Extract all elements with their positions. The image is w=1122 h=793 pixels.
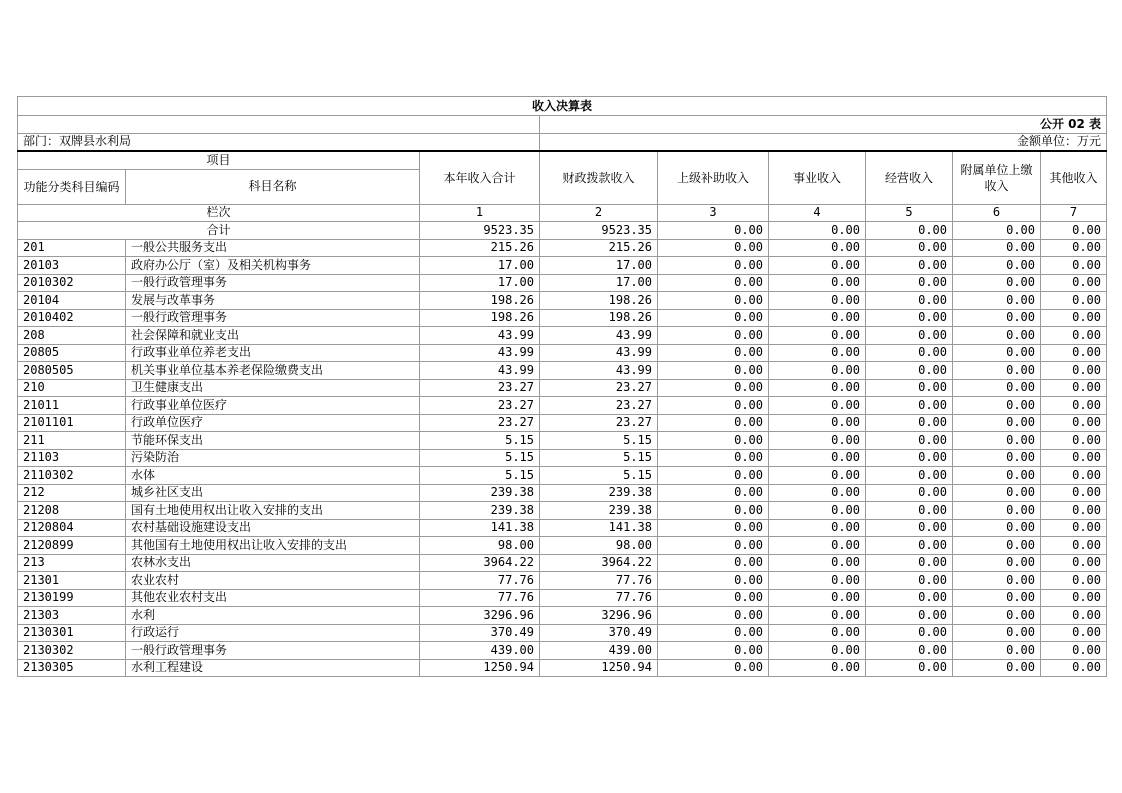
row-value: 0.00 [866,467,953,485]
row-value: 0.00 [953,379,1041,397]
table-row [18,414,1107,432]
row-name: 政府办公厅（室）及相关机构事务 [126,257,420,275]
row-code: 2130305 [18,659,126,677]
row-value: 198.26 [540,309,658,327]
row-value: 0.00 [769,309,866,327]
row-value: 0.00 [769,239,866,257]
row-value: 0.00 [953,467,1041,485]
row-code: 2010402 [18,309,126,327]
row-value: 0.00 [1041,502,1107,520]
row-value: 0.00 [953,502,1041,520]
row-value: 0.00 [866,589,953,607]
row-value: 0.00 [769,397,866,415]
row-value: 0.00 [1041,554,1107,572]
row-name: 污染防治 [126,449,420,467]
index-num: 2 [540,204,658,222]
row-value: 0.00 [658,274,769,292]
row-value: 0.00 [769,432,866,450]
table-row [18,327,1107,345]
header-code: 功能分类科目编码 [18,169,126,204]
row-value: 17.00 [420,257,540,275]
table-row [18,642,1107,660]
index-num: 5 [866,204,953,222]
row-value: 43.99 [420,327,540,345]
table-row [18,554,1107,572]
row-name: 农村基础设施建设支出 [126,519,420,537]
row-value: 0.00 [866,239,953,257]
row-value: 0.00 [769,554,866,572]
row-value: 0.00 [769,519,866,537]
row-value: 0.00 [953,274,1041,292]
row-value: 0.00 [866,327,953,345]
row-value: 0.00 [1041,624,1107,642]
row-name: 水利工程建设 [126,659,420,677]
row-value: 0.00 [866,449,953,467]
row-value: 0.00 [658,239,769,257]
table-row [18,397,1107,415]
row-value: 0.00 [1041,344,1107,362]
row-value: 5.15 [420,467,540,485]
row-value: 439.00 [540,642,658,660]
row-value: 239.38 [420,484,540,502]
row-value: 0.00 [1041,484,1107,502]
row-value: 3964.22 [420,554,540,572]
row-value: 0.00 [769,467,866,485]
row-value: 0.00 [953,309,1041,327]
row-value: 0.00 [769,537,866,555]
row-value: 17.00 [420,274,540,292]
row-value: 439.00 [420,642,540,660]
row-code: 208 [18,327,126,345]
row-value: 141.38 [540,519,658,537]
table-row [18,292,1107,310]
unit-label: 金额单位：万元 [540,133,1107,151]
row-value: 370.49 [540,624,658,642]
row-code: 2101101 [18,414,126,432]
row-value: 77.76 [540,572,658,590]
row-value: 0.00 [866,274,953,292]
table-row [18,659,1107,677]
row-code: 2130302 [18,642,126,660]
row-value: 0.00 [658,642,769,660]
row-code: 20805 [18,344,126,362]
row-value: 0.00 [866,572,953,590]
row-value: 0.00 [769,414,866,432]
row-value: 0.00 [658,467,769,485]
row-value: 0.00 [953,589,1041,607]
total-value: 9523.35 [420,222,540,240]
row-value: 3296.96 [420,607,540,625]
row-value: 0.00 [769,642,866,660]
table-row [18,344,1107,362]
row-value: 0.00 [866,397,953,415]
row-value: 0.00 [866,362,953,380]
row-code: 21303 [18,607,126,625]
row-value: 0.00 [866,554,953,572]
row-value: 370.49 [420,624,540,642]
row-value: 0.00 [866,519,953,537]
row-value: 0.00 [658,519,769,537]
row-code: 201 [18,239,126,257]
row-value: 0.00 [658,607,769,625]
header-col-3: 上级补助收入 [658,151,769,204]
row-code: 2120899 [18,537,126,555]
table-row [18,379,1107,397]
row-value: 0.00 [953,659,1041,677]
index-num: 6 [953,204,1041,222]
total-value: 0.00 [866,222,953,240]
row-value: 0.00 [866,309,953,327]
row-value: 0.00 [769,589,866,607]
row-code: 2110302 [18,467,126,485]
table-row [18,309,1107,327]
row-value: 0.00 [769,659,866,677]
row-value: 215.26 [420,239,540,257]
row-value: 23.27 [420,397,540,415]
row-code: 21208 [18,502,126,520]
row-code: 20104 [18,292,126,310]
row-value: 0.00 [658,572,769,590]
table-title: 收入决算表 [18,97,1107,116]
row-value: 1250.94 [420,659,540,677]
row-value: 0.00 [953,642,1041,660]
table-row [18,607,1107,625]
row-value: 0.00 [769,257,866,275]
row-value: 0.00 [866,484,953,502]
row-value: 198.26 [420,309,540,327]
row-value: 0.00 [769,274,866,292]
header-name: 科目名称 [126,169,420,204]
total-row-label: 合计 [18,222,420,240]
row-code: 212 [18,484,126,502]
row-value: 0.00 [1041,432,1107,450]
row-code: 21103 [18,449,126,467]
row-value: 98.00 [420,537,540,555]
header-item: 项目 [18,151,420,169]
row-value: 0.00 [953,414,1041,432]
header-col-4: 事业收入 [769,151,866,204]
row-value: 0.00 [769,327,866,345]
row-value: 198.26 [540,292,658,310]
row-value: 0.00 [953,554,1041,572]
row-name: 水体 [126,467,420,485]
header-col-6: 附属单位上缴收入 [953,151,1041,204]
row-value: 0.00 [658,362,769,380]
row-value: 0.00 [769,484,866,502]
row-value: 3296.96 [540,607,658,625]
row-value: 0.00 [866,414,953,432]
table-row [18,572,1107,590]
row-value: 17.00 [540,257,658,275]
row-code: 2010302 [18,274,126,292]
row-value: 0.00 [1041,572,1107,590]
row-value: 0.00 [866,379,953,397]
row-value: 0.00 [769,379,866,397]
row-value: 0.00 [658,554,769,572]
row-value: 0.00 [866,659,953,677]
row-value: 0.00 [953,607,1041,625]
row-name: 行政事业单位养老支出 [126,344,420,362]
row-name: 国有土地使用权出让收入安排的支出 [126,502,420,520]
row-value: 239.38 [420,502,540,520]
row-value: 0.00 [1041,414,1107,432]
index-num: 7 [1041,204,1107,222]
table-row [18,257,1107,275]
row-value: 0.00 [658,589,769,607]
table-row [18,239,1107,257]
row-value: 0.00 [866,344,953,362]
row-name: 行政单位医疗 [126,414,420,432]
row-value: 0.00 [658,344,769,362]
row-value: 0.00 [658,659,769,677]
header-col-7: 其他收入 [1041,151,1107,204]
row-value: 0.00 [953,537,1041,555]
row-value: 0.00 [1041,659,1107,677]
row-value: 0.00 [953,572,1041,590]
row-value: 0.00 [658,379,769,397]
row-value: 0.00 [866,257,953,275]
row-value: 0.00 [769,572,866,590]
total-value: 0.00 [1041,222,1107,240]
row-value: 0.00 [658,432,769,450]
row-value: 0.00 [953,362,1041,380]
row-value: 0.00 [1041,537,1107,555]
row-value: 0.00 [769,607,866,625]
row-value: 0.00 [1041,397,1107,415]
row-name: 一般行政管理事务 [126,309,420,327]
row-name: 节能环保支出 [126,432,420,450]
income-statement-sheet [17,96,1106,677]
row-value: 98.00 [540,537,658,555]
row-value: 0.00 [953,292,1041,310]
row-value: 0.00 [866,502,953,520]
row-value: 0.00 [1041,589,1107,607]
row-value: 0.00 [769,292,866,310]
row-code: 2120804 [18,519,126,537]
table-row [18,624,1107,642]
table-row [18,432,1107,450]
row-code: 211 [18,432,126,450]
row-name: 社会保障和就业支出 [126,327,420,345]
row-value: 198.26 [420,292,540,310]
row-name: 水利 [126,607,420,625]
row-value: 0.00 [769,344,866,362]
header-col-2: 财政拨款收入 [540,151,658,204]
row-value: 5.15 [420,432,540,450]
row-value: 0.00 [953,397,1041,415]
row-value: 0.00 [953,344,1041,362]
row-name: 行政运行 [126,624,420,642]
row-value: 43.99 [540,362,658,380]
row-value: 23.27 [540,397,658,415]
department-label: 部门：双牌县水利局 [18,133,540,151]
table-row [18,274,1107,292]
row-value: 239.38 [540,502,658,520]
row-value: 0.00 [1041,362,1107,380]
row-value: 0.00 [658,397,769,415]
row-value: 0.00 [658,309,769,327]
row-value: 0.00 [953,449,1041,467]
total-value: 0.00 [769,222,866,240]
row-value: 0.00 [1041,642,1107,660]
row-value: 0.00 [658,257,769,275]
row-value: 0.00 [769,362,866,380]
header-col-1: 本年收入合计 [420,151,540,204]
row-name: 城乡社区支出 [126,484,420,502]
row-value: 23.27 [420,379,540,397]
row-value: 23.27 [420,414,540,432]
table-row [18,502,1107,520]
row-value: 0.00 [1041,467,1107,485]
row-value: 0.00 [658,624,769,642]
table-row [18,362,1107,380]
row-value: 0.00 [769,624,866,642]
row-value: 5.15 [540,449,658,467]
row-name: 农业农村 [126,572,420,590]
row-value: 0.00 [658,502,769,520]
row-value: 0.00 [953,327,1041,345]
row-value: 141.38 [420,519,540,537]
row-code: 210 [18,379,126,397]
row-code: 21301 [18,572,126,590]
table-row [18,484,1107,502]
row-name: 农林水支出 [126,554,420,572]
income-table [17,96,1107,677]
row-name: 行政事业单位医疗 [126,397,420,415]
row-value: 0.00 [658,449,769,467]
row-value: 5.15 [540,467,658,485]
row-value: 0.00 [1041,309,1107,327]
row-code: 20103 [18,257,126,275]
table-row [18,467,1107,485]
total-value: 0.00 [658,222,769,240]
row-value: 0.00 [866,292,953,310]
row-value: 0.00 [953,432,1041,450]
row-value: 43.99 [540,327,658,345]
row-value: 0.00 [1041,257,1107,275]
row-value: 43.99 [540,344,658,362]
row-value: 0.00 [658,537,769,555]
row-value: 77.76 [420,572,540,590]
row-value: 1250.94 [540,659,658,677]
row-value: 0.00 [866,607,953,625]
row-value: 0.00 [1041,379,1107,397]
index-num: 3 [658,204,769,222]
form-code: 公开 02 表 [540,116,1107,134]
row-name: 其他农业农村支出 [126,589,420,607]
index-row-label: 栏次 [18,204,420,222]
table-row [18,589,1107,607]
row-value: 239.38 [540,484,658,502]
row-value: 17.00 [540,274,658,292]
row-value: 0.00 [658,292,769,310]
row-value: 0.00 [866,537,953,555]
row-value: 0.00 [953,484,1041,502]
row-value: 0.00 [769,449,866,467]
row-name: 发展与改革事务 [126,292,420,310]
row-value: 0.00 [866,624,953,642]
row-name: 其他国有土地使用权出让收入安排的支出 [126,537,420,555]
row-code: 2130199 [18,589,126,607]
row-value: 5.15 [420,449,540,467]
row-name: 机关事业单位基本养老保险缴费支出 [126,362,420,380]
row-value: 3964.22 [540,554,658,572]
table-row [18,537,1107,555]
row-value: 0.00 [769,502,866,520]
row-code: 2130301 [18,624,126,642]
row-value: 77.76 [420,589,540,607]
row-value: 0.00 [658,484,769,502]
row-value: 215.26 [540,239,658,257]
row-value: 43.99 [420,362,540,380]
row-value: 0.00 [1041,607,1107,625]
row-value: 0.00 [953,519,1041,537]
row-value: 5.15 [540,432,658,450]
row-value: 23.27 [540,414,658,432]
row-value: 0.00 [658,414,769,432]
row-value: 0.00 [953,624,1041,642]
index-num: 4 [769,204,866,222]
row-name: 一般公共服务支出 [126,239,420,257]
total-value: 9523.35 [540,222,658,240]
row-value: 23.27 [540,379,658,397]
table-row [18,449,1107,467]
row-code: 21011 [18,397,126,415]
row-code: 2080505 [18,362,126,380]
row-value: 77.76 [540,589,658,607]
index-num: 1 [420,204,540,222]
row-name: 一般行政管理事务 [126,274,420,292]
row-name: 卫生健康支出 [126,379,420,397]
row-name: 一般行政管理事务 [126,642,420,660]
row-value: 0.00 [866,642,953,660]
row-value: 0.00 [866,432,953,450]
row-value: 0.00 [953,239,1041,257]
row-value: 0.00 [953,257,1041,275]
header-col-5: 经营收入 [866,151,953,204]
total-value: 0.00 [953,222,1041,240]
row-value: 0.00 [1041,239,1107,257]
row-code: 213 [18,554,126,572]
row-value: 0.00 [1041,327,1107,345]
blank-cell [18,116,540,134]
row-value: 0.00 [1041,519,1107,537]
table-row [18,519,1107,537]
row-value: 0.00 [1041,292,1107,310]
row-value: 43.99 [420,344,540,362]
row-value: 0.00 [1041,449,1107,467]
row-value: 0.00 [658,327,769,345]
row-value: 0.00 [1041,274,1107,292]
